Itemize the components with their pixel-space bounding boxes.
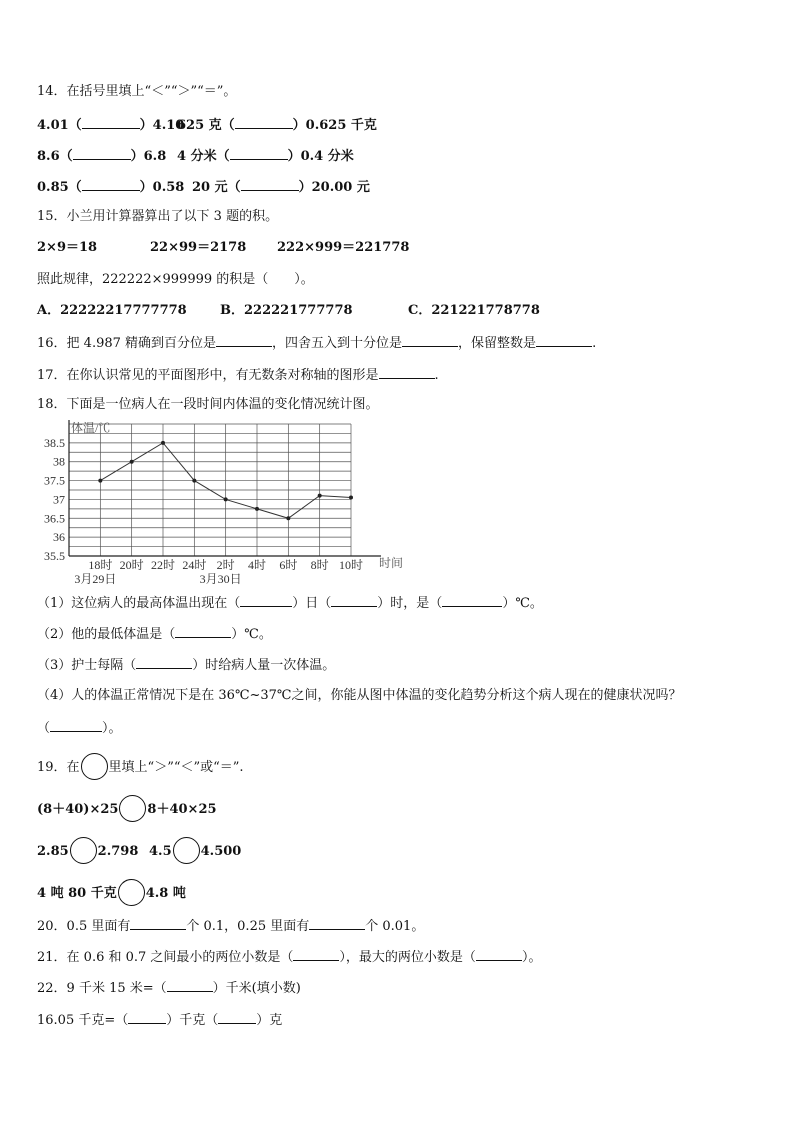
answer-blank[interactable] bbox=[476, 948, 522, 961]
answer-blank[interactable] bbox=[167, 979, 213, 992]
answer-blank[interactable] bbox=[293, 948, 339, 961]
answer-blank[interactable] bbox=[230, 147, 288, 160]
q15-options bbox=[37, 303, 540, 319]
answer-blank[interactable] bbox=[130, 917, 186, 930]
y-tick-label: 36 bbox=[53, 530, 65, 545]
y-tick-label: 37.5 bbox=[44, 473, 65, 488]
q20: 20．0.5 里面有 个 0.1，0.25 里面有 个 0.01。 bbox=[37, 919, 425, 934]
q15-title: 15．小兰用计算器算出了以下 3 题的积。 bbox=[37, 209, 279, 224]
x-tick-label: 6时 bbox=[279, 558, 298, 572]
y-tick-label: 36.5 bbox=[44, 511, 65, 526]
answer-blank[interactable] bbox=[73, 147, 131, 160]
data-point bbox=[255, 507, 259, 511]
q18-sub4-answer: （ ）。 bbox=[37, 721, 122, 736]
data-point bbox=[349, 496, 353, 500]
y-tick-label: 37 bbox=[53, 492, 65, 507]
answer-blank[interactable] bbox=[309, 917, 365, 930]
answer-blank[interactable] bbox=[402, 334, 458, 347]
option-c[interactable]: C．221221778778 bbox=[408, 303, 540, 318]
answer-blank[interactable] bbox=[241, 178, 299, 191]
x-tick-label: 4时 bbox=[247, 558, 267, 572]
compare-circle[interactable] bbox=[118, 879, 145, 906]
q17: 17．在你认识常见的平面图形中，有无数条对称轴的图形是 . bbox=[37, 368, 439, 383]
data-point bbox=[318, 494, 322, 498]
answer-blank[interactable] bbox=[128, 1011, 166, 1024]
answer-blank[interactable] bbox=[50, 719, 102, 732]
date-label: 3月29日 bbox=[74, 572, 117, 586]
q14-row-2: 8.6（ ）6.8 4 分米（ ）0.4 分米 bbox=[37, 149, 354, 164]
x-tick-label: 24时 bbox=[182, 558, 207, 572]
q19-row-3: 4 吨 80 千克 4.8 吨 bbox=[37, 880, 186, 907]
answer-blank[interactable] bbox=[175, 625, 231, 638]
y-axis-label: 体温/℃ bbox=[71, 421, 111, 435]
q18-sub3: （3）护士每隔（ ）时给病人量一次体温。 bbox=[37, 658, 336, 673]
q16: 16．把 4.987 精确到百分位是 ，四舍五入到十分位是 ，保留整数是 . bbox=[37, 336, 597, 351]
y-tick-label: 35.5 bbox=[44, 549, 65, 563]
q22-row-2: 16.05 千克=（ ）千克（ ）克 bbox=[37, 1013, 283, 1028]
answer-blank[interactable] bbox=[379, 366, 435, 379]
x-axis-label: 时间 bbox=[379, 556, 404, 570]
q21: 21．在 0.6 和 0.7 之间最小的两位小数是（ ），最大的两位小数是（ ）。 bbox=[37, 950, 542, 965]
answer-blank[interactable] bbox=[442, 594, 502, 607]
option-b[interactable]: B．222221777778 bbox=[220, 303, 353, 318]
q19-row-1: (8＋40)×25 8＋40×25 bbox=[37, 796, 217, 823]
q15-question: 照此规律，222222×999999 的积是（ ）。 bbox=[37, 272, 314, 287]
x-tick-label: 20时 bbox=[119, 558, 144, 572]
data-point bbox=[161, 441, 165, 445]
x-tick-label: 22时 bbox=[150, 558, 176, 572]
option-a[interactable]: A．22222217777778 bbox=[37, 303, 187, 318]
q14-title: 14．在括号里填上“＜”“＞”“＝”。 bbox=[37, 84, 237, 99]
q15-equations: 2×9＝18 22×99＝2178 222×999＝221778 bbox=[37, 240, 410, 255]
compare-circle[interactable] bbox=[173, 837, 200, 864]
x-tick-label: 10时 bbox=[338, 558, 364, 572]
answer-blank[interactable] bbox=[536, 334, 592, 347]
x-tick-label: 8时 bbox=[310, 558, 329, 572]
data-point bbox=[98, 479, 102, 483]
date-label: 3月30日 bbox=[199, 572, 242, 586]
data-point bbox=[224, 497, 228, 501]
answer-blank[interactable] bbox=[82, 178, 140, 191]
q19-row-2: 2.85 2.798 4.5 4.500 bbox=[37, 838, 241, 865]
data-point bbox=[130, 460, 134, 464]
q14-row-3: 0.85（ ）0.58 20 元（ ）20.00 元 bbox=[37, 180, 370, 195]
compare-circle[interactable] bbox=[70, 837, 97, 864]
answer-blank[interactable] bbox=[235, 116, 293, 129]
answer-blank[interactable] bbox=[82, 116, 140, 129]
data-point bbox=[192, 479, 196, 483]
q18-sub2: （2）他的最低体温是（ ）℃。 bbox=[37, 627, 272, 642]
answer-blank[interactable] bbox=[136, 656, 192, 669]
q22: 22．9 千米 15 米=（ ）千米(填小数) bbox=[37, 981, 301, 996]
x-tick-label: 18时 bbox=[88, 558, 113, 572]
compare-circle[interactable] bbox=[119, 795, 146, 822]
answer-blank[interactable] bbox=[218, 1011, 256, 1024]
x-tick-label: 2时 bbox=[216, 558, 235, 572]
q14-row-1: 4.01（ ）4.10625 克（ ）0.625 千克 bbox=[37, 118, 377, 133]
compare-circle bbox=[81, 753, 108, 780]
data-point bbox=[286, 516, 290, 520]
q18-sub1: （1）这位病人的最高体温出现在（ ）日（ ）时，是（ ）℃。 bbox=[37, 596, 543, 611]
y-tick-label: 38 bbox=[53, 454, 65, 469]
q19-title: 19．在 里填上“＞”“＜”或“＝”. bbox=[37, 754, 244, 781]
answer-blank[interactable] bbox=[216, 334, 272, 347]
temperature-line-chart bbox=[37, 418, 417, 586]
answer-blank[interactable] bbox=[240, 594, 292, 607]
q18-sub4: （4）人的体温正常情况下是在 36℃~37℃之间，你能从图中体温的变化趋势分析这个病人现在的健康状况吗？ bbox=[37, 688, 682, 703]
y-tick-label: 38.5 bbox=[44, 435, 65, 450]
answer-blank[interactable] bbox=[331, 594, 377, 607]
q18-title: 18．下面是一位病人在一段时间内体温的变化情况统计图。 bbox=[37, 397, 379, 412]
